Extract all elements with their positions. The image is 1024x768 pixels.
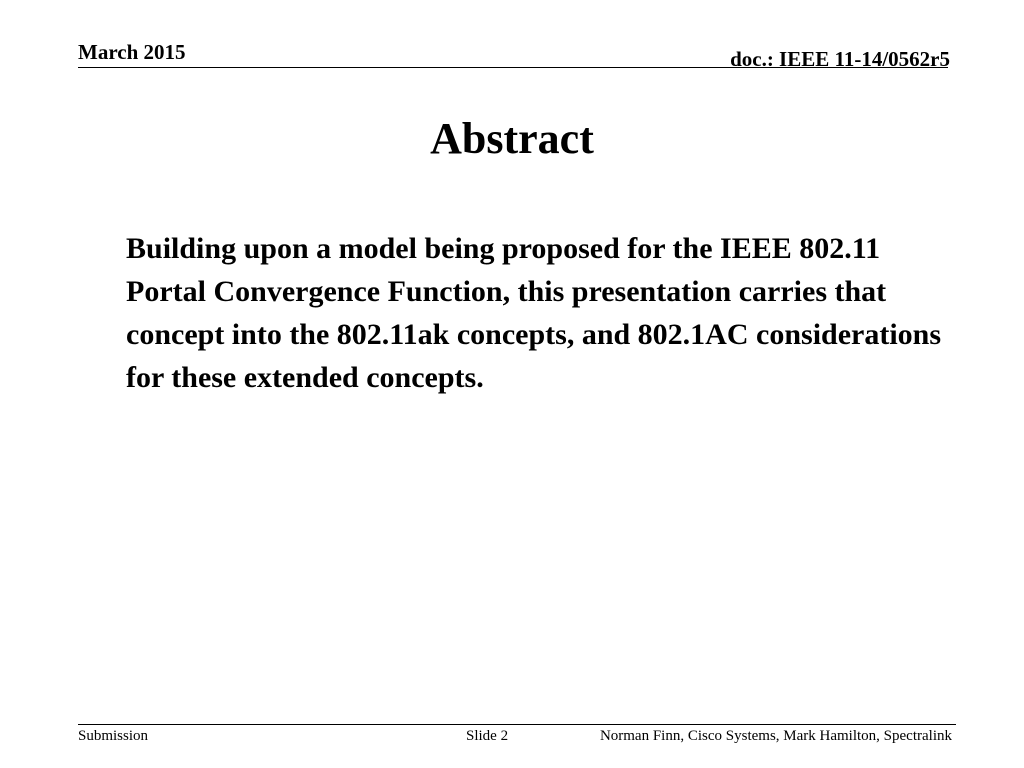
footer-divider [78, 724, 956, 725]
footer-authors: Norman Finn, Cisco Systems, Mark Hamilton, Spectralink [599, 728, 952, 744]
header-date: March 2015 [78, 40, 186, 64]
header-doc-id: doc.: IEEE 11-14/0562r5 [730, 47, 950, 71]
header-divider [78, 67, 948, 68]
slide-title: Abstract [430, 114, 594, 163]
abstract-body-text: Building upon a model being proposed for the IEEE 802.11 Portal Convergence Function, this presentation carries that concept into the 802.11ak concepts, and 802.1AC considerations for these extended concepts. [126, 232, 942, 394]
footer-slide-number: Slide 2 [466, 728, 509, 744]
footer-submission: Submission [78, 728, 149, 744]
